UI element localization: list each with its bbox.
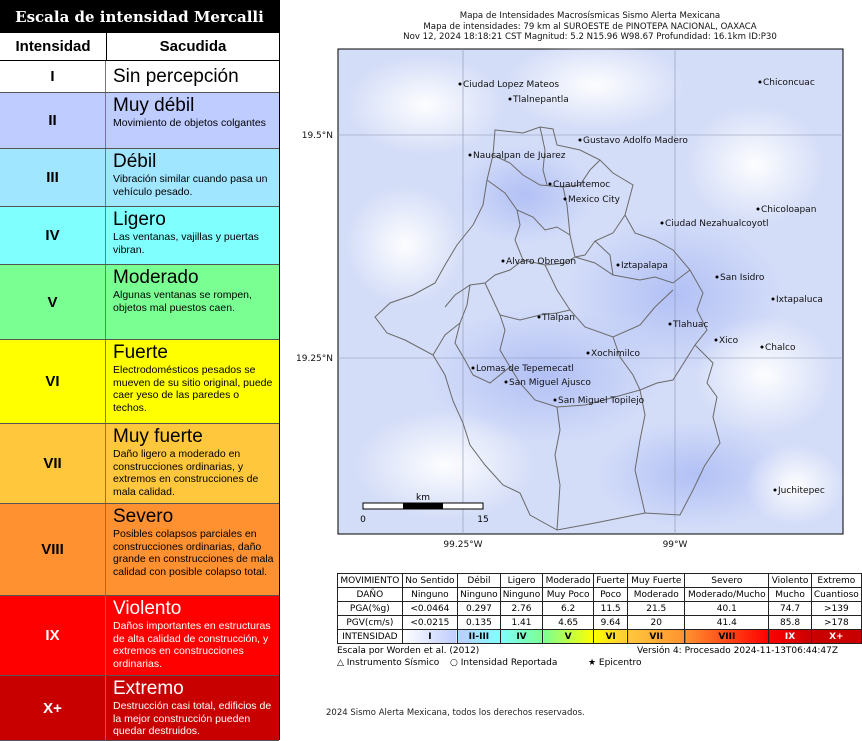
legend-cell: INTENSIDAD xyxy=(338,630,403,644)
intensity-map[interactable] xyxy=(295,45,855,555)
legend-cell: IV xyxy=(500,630,543,644)
epicenter-legend: ★ Epicentro xyxy=(588,658,642,668)
legend-cell: DAÑO xyxy=(338,588,403,602)
shaking-name: Fuerte xyxy=(113,342,168,363)
map-event-info: Nov 12, 2024 18:18:21 CST Magnitud: 5.2 N15.96 W98.67 Profundidad: 16.1km ID:P30 xyxy=(403,32,777,42)
intensity-roman: IV xyxy=(0,207,106,264)
scale-rows xyxy=(0,61,279,741)
place-label: Tlalnepantla xyxy=(513,95,569,105)
legend-row xyxy=(338,574,862,588)
legend-cell: II-III xyxy=(458,630,501,644)
legend-cell: Ninguno xyxy=(402,588,457,602)
legend-cell: Severo xyxy=(685,574,769,588)
shaking-description xyxy=(106,504,279,595)
intensity-roman: VI xyxy=(0,340,106,423)
shaking-column-header: Sacudida xyxy=(159,38,227,55)
place-label: Tlahuac xyxy=(673,320,709,330)
legend-cell: Extremo xyxy=(811,574,861,588)
place-label: Alvaro Obregon xyxy=(506,257,577,267)
scale-title: Escala de intensidad Mercalli xyxy=(0,0,279,33)
lon-label: 99°W xyxy=(662,540,688,550)
shaking-description xyxy=(106,93,279,148)
legend-row xyxy=(338,630,862,644)
legend-cell: V xyxy=(543,630,594,644)
shaking-name: Muy débil xyxy=(113,95,195,116)
legend-cell: 0.297 xyxy=(458,602,501,616)
place-label: San Miguel Ajusco xyxy=(509,378,591,388)
map-header xyxy=(340,11,840,43)
intensity-roman: VIII xyxy=(0,504,106,595)
mercalli-scale-table xyxy=(0,0,280,740)
legend-cell: 11.5 xyxy=(593,602,627,616)
shaking-name: Extremo xyxy=(113,678,184,699)
place-label: San Miguel Topilejo xyxy=(558,396,645,406)
scale-row xyxy=(0,340,279,424)
legend-cell: Ninguno xyxy=(458,588,501,602)
shaking-detail: Electrodomésticos pesados se mueven de su sitio original, puede caer yeso de las paredes o techos. xyxy=(113,364,273,414)
scalebar-end: 15 xyxy=(477,515,489,525)
shaking-description xyxy=(106,676,279,740)
shaking-name: Moderado xyxy=(113,267,199,288)
legend-cell: VII xyxy=(628,630,685,644)
intensity-roman: V xyxy=(0,265,106,339)
shaking-detail: Posibles colapsos parciales en construcciones ordinarias, daño grande en construcciones de mala calidad con posible colapso total. xyxy=(113,528,274,578)
place-label: Juchitepec xyxy=(778,486,825,496)
scale-row xyxy=(0,676,279,741)
legend-cell: >178 xyxy=(811,616,861,630)
legend-cell: VI xyxy=(593,630,627,644)
shaking-description xyxy=(106,340,279,423)
legend-cell: 4.65 xyxy=(543,616,594,630)
scale-row xyxy=(0,93,279,149)
legend-cell: Débil xyxy=(458,574,501,588)
legend-cell: Muy Fuerte xyxy=(628,574,685,588)
shaking-description xyxy=(106,207,279,264)
scale-row xyxy=(0,265,279,340)
shaking-name: Sin percepción xyxy=(113,65,239,87)
legend-cell: 2.76 xyxy=(500,602,543,616)
shaking-name: Severo xyxy=(113,506,174,527)
legend-cell: Mucho xyxy=(769,588,811,602)
legend-cell: Ligero xyxy=(500,574,543,588)
legend-cell: 21.5 xyxy=(628,602,685,616)
place-label: Gustavo Adolfo Madero xyxy=(583,136,688,146)
shaking-description xyxy=(106,596,279,675)
shaking-description xyxy=(106,61,279,92)
copyright: 2024 Sismo Alerta Mexicana, todos los derechos reservados. xyxy=(326,708,585,718)
legend-cell: 1.41 xyxy=(500,616,543,630)
intensity-roman: X+ xyxy=(0,676,106,740)
legend-cell: <0.0464 xyxy=(402,602,457,616)
scale-row xyxy=(0,61,279,93)
shaking-name: Ligero xyxy=(113,209,166,230)
shaking-description xyxy=(106,424,279,503)
legend-cell: Ninguno xyxy=(500,588,543,602)
place-label: Cuauhtemoc xyxy=(553,180,611,190)
intensity-legend xyxy=(337,573,862,644)
legend-cell: Moderado/Mucho xyxy=(685,588,769,602)
scale-header-row xyxy=(0,33,279,61)
map-background xyxy=(338,45,845,534)
legend-cell: VIII xyxy=(685,630,769,644)
legend-cell: Violento xyxy=(769,574,811,588)
intensity-roman: VII xyxy=(0,424,106,503)
lat-label: 19.25°N xyxy=(296,354,333,364)
legend-cell: IX xyxy=(769,630,811,644)
scalebar-start: 0 xyxy=(360,515,366,525)
intensity-roman: I xyxy=(0,61,106,92)
shaking-description xyxy=(106,149,279,206)
place-label: Chicoloapan xyxy=(761,205,817,215)
version-note: Versión 4: Procesado 2024-11-13T06:44:47Z xyxy=(637,646,839,656)
legend-cell: Moderado xyxy=(628,588,685,602)
scalebar-unit: km xyxy=(416,493,430,503)
legend-cell: <0.0215 xyxy=(402,616,457,630)
shaking-name: Violento xyxy=(113,598,182,619)
shaking-detail: Daños importantes en estructuras de alta calidad de construcción, y extremos en construcciones ordinarias. xyxy=(113,620,271,670)
place-label: Ciudad Nezahualcoyotl xyxy=(665,219,769,229)
legend-cell: 40.1 xyxy=(685,602,769,616)
legend-cell: 0.135 xyxy=(458,616,501,630)
shaking-detail: Movimiento de objetos colgantes xyxy=(113,117,266,129)
intensity-roman: III xyxy=(0,149,106,206)
place-label: Ixtapaluca xyxy=(776,295,823,305)
place-label: Naucalpan de Juarez xyxy=(473,151,566,161)
legend-cell: 20 xyxy=(628,616,685,630)
instrument-legend: △ Instrumento Sísmico xyxy=(337,658,440,668)
legend-table xyxy=(337,573,862,644)
legend-cell: 85.8 xyxy=(769,616,811,630)
place-label: Tlalpan xyxy=(542,313,575,323)
shaking-name: Muy fuerte xyxy=(113,426,203,447)
lat-label: 19.5°N xyxy=(301,131,333,141)
legend-cell: No Sentido xyxy=(402,574,457,588)
shaking-detail: Daño ligero a moderado en construcciones ordinarias, y extremos en construcciones de mala calidad. xyxy=(113,448,259,498)
legend-cell: Moderado xyxy=(543,574,594,588)
shaking-detail: Vibración similar cuando pasa un vehículo pesado. xyxy=(113,173,268,198)
intensity-roman: IX xyxy=(0,596,106,675)
reported-legend: ○ Intensidad Reportada xyxy=(450,658,558,668)
legend-row xyxy=(338,588,862,602)
shaking-detail: Las ventanas, vajillas y puertas vibran. xyxy=(113,231,259,256)
scale-row xyxy=(0,149,279,207)
legend-row xyxy=(338,602,862,616)
intensity-roman: II xyxy=(0,93,106,148)
scale-row xyxy=(0,207,279,265)
legend-cell: Muy Poco xyxy=(543,588,594,602)
shaking-name: Débil xyxy=(113,151,157,172)
legend-cell: PGA(%g) xyxy=(338,602,403,616)
place-label: Chiconcuac xyxy=(763,78,815,88)
legend-cell: 9.64 xyxy=(593,616,627,630)
legend-cell: >139 xyxy=(811,602,861,616)
legend-cell: 74.7 xyxy=(769,602,811,616)
place-label: Xochimilco xyxy=(591,349,641,359)
shaking-description xyxy=(106,265,279,339)
map-subtitle: Mapa de intensidades: 79 km al SUROESTE de PINOTEPA NACIONAL, OAXACA xyxy=(423,21,757,32)
legend-cell: 41.4 xyxy=(685,616,769,630)
scale-row xyxy=(0,424,279,504)
legend-cell: Cuantioso xyxy=(811,588,861,602)
lon-label: 99.25°W xyxy=(443,540,483,550)
legend-cell: X+ xyxy=(811,630,861,644)
place-label: Mexico City xyxy=(568,195,620,205)
place-label: Lomas de Tepemecatl xyxy=(476,364,574,374)
shaking-detail: Destrucción casi total, edificios de la mejor construcción pueden quedar destruidos. xyxy=(113,700,272,737)
place-label: Ciudad Lopez Mateos xyxy=(463,80,560,90)
legend-cell: 6.2 xyxy=(543,602,594,616)
legend-cell: MOVIMIENTO xyxy=(338,574,403,588)
legend-row xyxy=(338,616,862,630)
legend-cell: Fuerte xyxy=(593,574,627,588)
legend-cell: I xyxy=(402,630,457,644)
shaking-detail: Algunas ventanas se rompen, objetos mal puestos caen. xyxy=(113,289,252,314)
scale-note: Escala por Worden et al. (2012) xyxy=(337,646,480,656)
place-label: Xico xyxy=(719,336,739,346)
legend-cell: PGV(cm/s) xyxy=(338,616,403,630)
place-label: Chalco xyxy=(765,343,796,353)
scale-row xyxy=(0,596,279,676)
place-label: Iztapalapa xyxy=(621,261,668,271)
place-label: San Isidro xyxy=(720,273,765,283)
map-title: Mapa de Intensidades Macrosísmicas Sismo Alerta Mexicana xyxy=(459,11,721,21)
intensity-column-header: Intensidad xyxy=(0,33,107,60)
scale-row xyxy=(0,504,279,596)
legend-cell: Poco xyxy=(593,588,627,602)
